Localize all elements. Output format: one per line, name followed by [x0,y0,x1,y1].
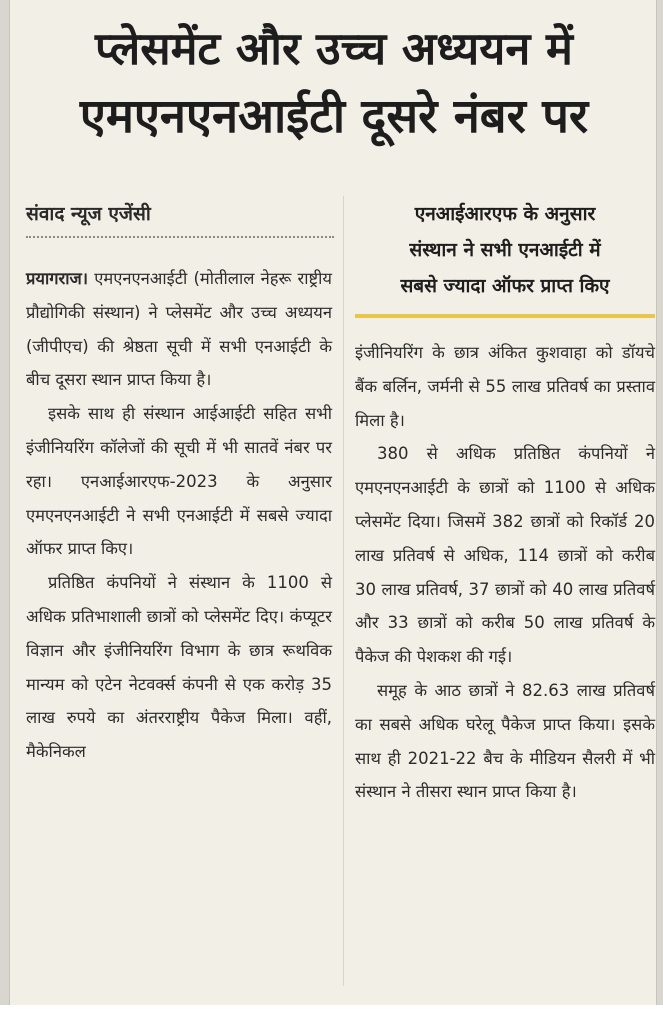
bottom-margin [0,1005,663,1024]
left-paragraph-3: प्रतिष्ठित कंपनियों ने संस्थान के 1100 से अधिक प्रतिभाशाली छात्रों को प्लेसमेंट दिए। कंप्यूटर विज्ञान और इंजीनियरिंग विभाग के छात्र रूथविक मान्यम को एटेन नेटवर्क्स कंपनी से एक करोड़ 35 लाख रुपये का अंतरराष्ट्रीय पैकेज मिला। वहीं, मैकेनिकल [26,573,332,762]
newspaper-clipping [10,0,656,1005]
byline: संवाद न्यूज एजेंसी [26,203,151,225]
left-paragraph-1 [26,262,332,397]
left-paragraph-2: इसके साथ ही संस्थान आईआईटी सहित सभी इंजीनियरिंग कॉलेजों की सूची में भी सातवें नंबर पर रहा। एनआईआरएफ-2023 के अनुसार एमएनएनआईटी ने सभी एनआईटी में सबसे ज्यादा ऑफर प्राप्त किए। [26,404,332,559]
left-column [26,262,332,769]
right-column [355,336,655,809]
subheadline-line-3: सबसे ज्यादा ऑफर प्राप्त किए [400,275,610,297]
right-paragraph-3: समूह के आठ छात्रों ने 82.63 लाख प्रतिवर्ष का सबसे अधिक घरेलू पैकेज प्राप्त किया। इसके साथ ही 2021-22 बैच के मीडियन सैलरी में भी संस्थान ने तीसरा स्थान प्राप्त किया है। [355,680,655,802]
column-divider [343,196,344,986]
subheadline-highlight-rule [355,314,655,318]
subheadline-line-2: संस्थान ने सभी एनआईटी में [409,239,601,261]
headline-line-2: एमएनएनआईटी दूसरे नंबर पर [79,89,589,144]
left-paragraph-1-text: एमएनएनआईटी (मोतीलाल नेहरू राष्ट्रीय प्रौद्योगिकी संस्थान) ने प्लेसमेंट और उच्च अध्ययन (जीपीएच) की श्रेष्ठता सूची में सभी एनआईटी के बीच दूसरा स्थान प्राप्त किया है। [26,269,332,390]
subheadline-line-1: एनआईआरएफ के अनुसार [414,203,596,225]
headline-line-1: प्लेसमेंट और उच्च अध्ययन में [95,22,573,75]
headline [24,14,644,150]
right-paragraph-2: 380 से अधिक प्रतिष्ठित कंपनियों ने एमएनएनआईटी के छात्रों को 1100 से अधिक प्लेसमेंट दिया। जिसमें 382 छात्रों को रिकॉर्ड 20 लाख प्रतिवर्ष से अधिक, 114 छात्रों को करीब 30 लाख प्रतिवर्ष, 37 छात्रों को 40 लाख प्रतिवर्ष और 33 छात्रों को करीब 50 लाख प्रतिवर्ष के पैकेज की पेशकश की गई। [355,444,655,667]
byline-divider [26,236,334,238]
subheadline [355,196,655,304]
right-paragraph-1: इंजीनियरिंग के छात्र अंकित कुशवाहा को डॉयचे बैंक बर्लिन, जर्मनी से 55 लाख प्रतिवर्ष का प्रस्ताव मिला है। [355,343,655,430]
dateline: प्रयागराज। [26,269,89,288]
